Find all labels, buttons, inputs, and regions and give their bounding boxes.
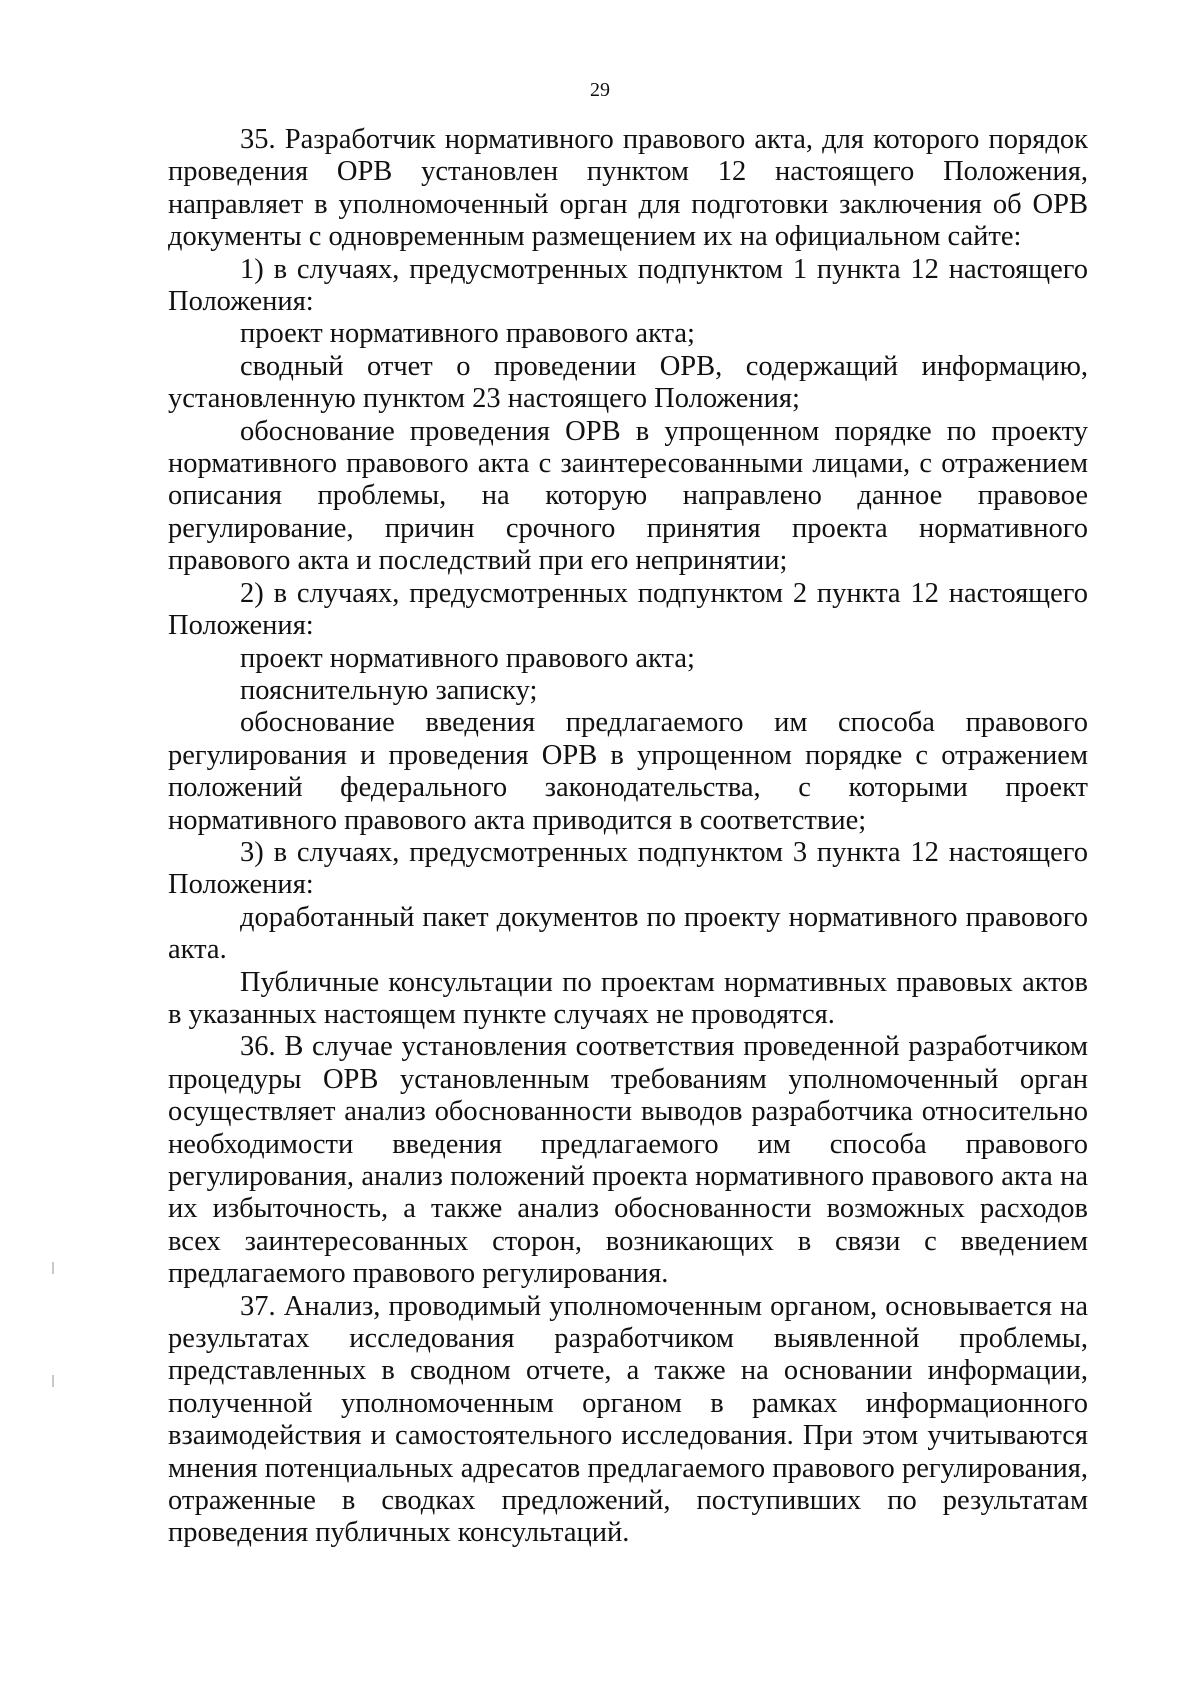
paragraph: пояснительную записку; (240, 674, 538, 706)
page-number: 29 (590, 79, 610, 101)
paragraph-35-item-1: 1) в случаях, предусмотренных подпунктом 1 пункта 12 настоящего Положения: (168, 253, 1088, 318)
paragraph: сводный отчет о проведении ОРВ, содержащий информацию, установленную пунктом 23 настоящего Положения; (168, 350, 1088, 415)
paragraph-36: 36. В случае установления соответствия проведенной разработчиком процедуры ОРВ установленным требованиям уполномоченный орган осуществляет анализ обоснованности выводов разработчика относительно необходимости введения предлагаемого им способа правового регулирования, анализ положений проекта нормативного правового акта на их избыточность, а также анализ обоснованности возможных расходов всех заинтересованных сторон, возникающих в связи с введением предлагаемого правового регулирования. (168, 1031, 1088, 1290)
paragraph: Публичные консультации по проектам нормативных правовых актов в указанных настоящем пункте случаях не проводятся. (168, 966, 1088, 1030)
paragraph: проект нормативного правового акта; (240, 642, 695, 674)
paragraph-37: 37. Анализ, проводимый уполномоченным органом, основывается на результатах исследования разработчиком выявленной проблемы, представленных в сводном отчете, а также на основании информации, полученной уполномоченным органом в рамках информационного взаимодействия и самостоятельного исследования. При этом учитываются мнения потенциальных адресатов предлагаемого правового регулирования, отраженные в сводках предложений, поступивших по результатам проведения публичных консультаций. (168, 1290, 1088, 1549)
paragraph: доработанный пакет документов по проекту нормативного правового акта. (168, 901, 1088, 966)
paragraph-35-item-3: 3) в случаях, предусмотренных подпунктом 3 пункта 12 настоящего Положения: (168, 836, 1088, 901)
paragraph-35-item-2: 2) в случаях, предусмотренных подпунктом 2 пункта 12 настоящего Положения: (168, 577, 1088, 642)
paragraph: проект нормативного правового акта; (240, 318, 695, 350)
paragraph: обоснование проведения ОРВ в упрощенном порядке по проекту нормативного правового акта с заинтересованными лицами, с отражением описания проблемы, на которую направлено данное правовое регулирование, причин срочного принятия проекта нормативного правового акта и последствий при его непринятии; (168, 415, 1088, 577)
paragraph-35: 35. Разработчик нормативного правового акта, для которого порядок проведения ОРВ установлен пунктом 12 настоящего Положения, направляет в уполномоченный орган для подготовки заключения об ОРВ документы с одновременным размещением их на официальном сайте: (168, 124, 1088, 253)
scan-speck (52, 1262, 54, 1274)
paragraph: обоснование введения предлагаемого им способа правового регулирования и проведения ОРВ в упрощенном порядке с отражением положений федерального законодательства, с которыми проект нормативного правового акта приводится в соответствие; (168, 707, 1088, 836)
scan-speck (52, 1375, 54, 1387)
document-body (168, 124, 1088, 1550)
